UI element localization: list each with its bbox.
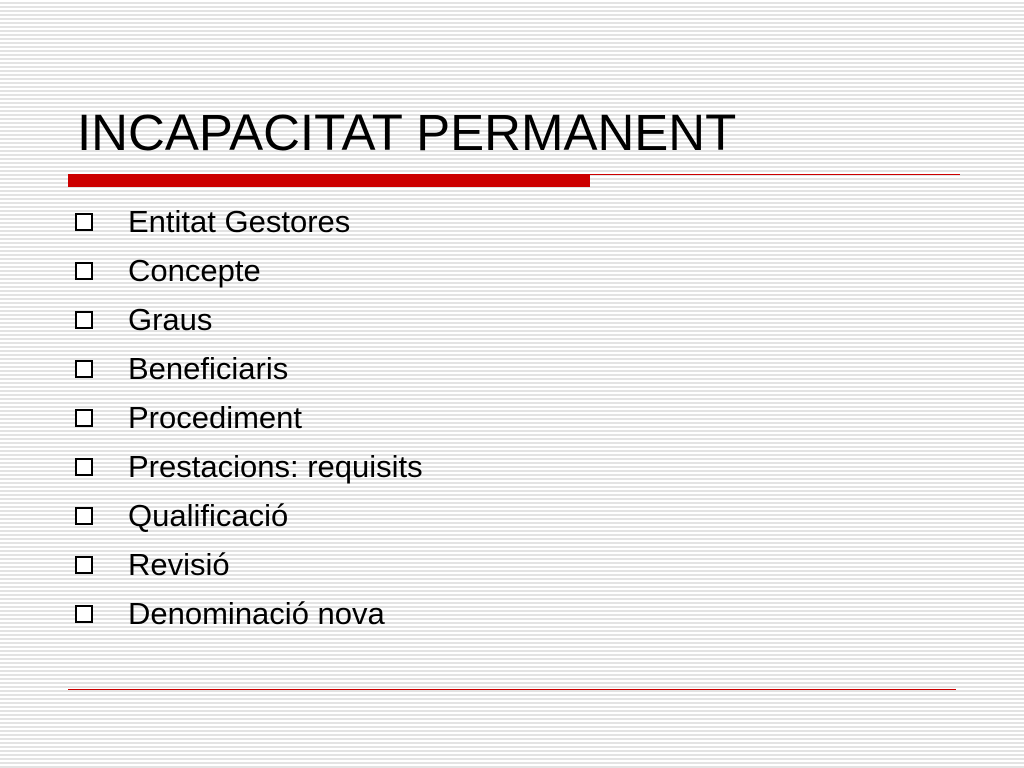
list-item-label: Prestacions: requisits: [128, 448, 423, 484]
slide-title: INCAPACITAT PERMANENT: [77, 104, 737, 161]
list-item-label: Procediment: [128, 399, 303, 435]
list-item-label: Graus: [128, 301, 213, 337]
list-item: [75, 197, 423, 246]
list-item: [75, 491, 423, 540]
list-item-label: Qualificació: [128, 497, 289, 533]
hollow-square-icon: [75, 311, 93, 329]
list-item: [75, 344, 423, 393]
list-item-label: Beneficiaris: [128, 350, 289, 386]
list-item: [75, 246, 423, 295]
list-item-label: Entitat Gestores: [128, 203, 351, 239]
hollow-square-icon: [75, 458, 93, 476]
footer-divider: [68, 689, 956, 690]
list-item: [75, 589, 423, 638]
hollow-square-icon: [75, 507, 93, 525]
title-accent-line: [590, 174, 960, 175]
list-item-label: Concepte: [128, 252, 261, 288]
hollow-square-icon: [75, 213, 93, 231]
hollow-square-icon: [75, 605, 93, 623]
list-item-label: Revisió: [128, 546, 230, 582]
hollow-square-icon: [75, 409, 93, 427]
hollow-square-icon: [75, 360, 93, 378]
title-accent-bar: [68, 174, 590, 187]
list-item: [75, 540, 423, 589]
hollow-square-icon: [75, 262, 93, 280]
list-item: [75, 393, 423, 442]
list-item: [75, 442, 423, 491]
list-item: [75, 295, 423, 344]
bullet-list: [75, 197, 423, 638]
hollow-square-icon: [75, 556, 93, 574]
list-item-label: Denominació nova: [128, 595, 385, 631]
